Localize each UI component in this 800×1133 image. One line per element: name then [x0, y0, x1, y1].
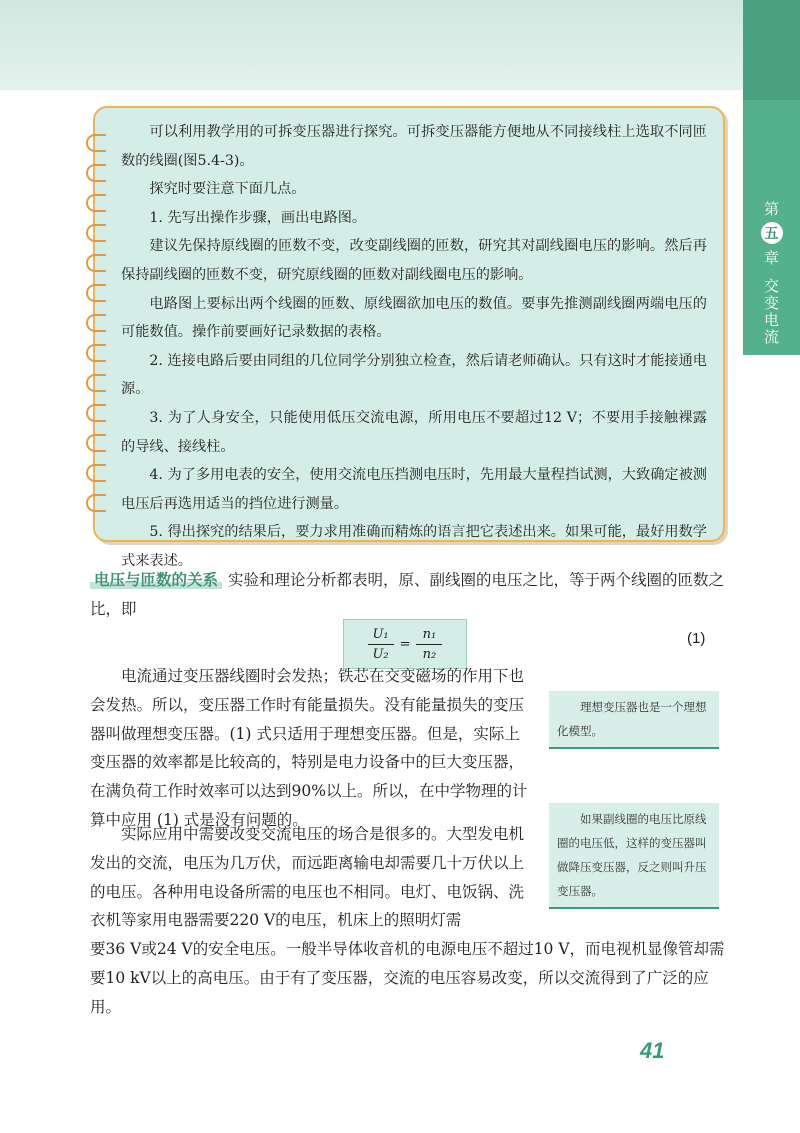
formula-u2: U₂ [372, 646, 389, 662]
section-intro-text: 实验和理论分析都表明，原、副线圈的电压之比，等于两个线圈的匝数之比，即 [90, 571, 725, 618]
body-paragraph-2: 实际应用中需要改变交流电压的场合是很多的。大型发电机发出的交流，电压为几万伏，而远距离输电却需要几十万伏以上的电压。各种用电设备所需的电压也不相同。电灯、电饭锅、洗衣机等家用电器需要220 V的电压，机床上的照明灯需 [90, 825, 525, 930]
note-paragraph: 2. 连接电路后要由同组的几位同学分别独立检查，然后请老师确认。只有这时才能接通电源。 [121, 352, 707, 398]
chapter-number: 五 [761, 222, 783, 244]
formula-u1: U₁ [372, 626, 389, 642]
side-note-ideal-transformer [549, 688, 719, 749]
section-intro [90, 566, 730, 624]
formula-equals: = [399, 636, 411, 652]
chapter-suffix: 章 [763, 249, 779, 267]
formula-n1: n₁ [422, 626, 437, 642]
page-number: 41 [640, 1038, 665, 1063]
chapter-tab [743, 0, 800, 355]
chapter-title: 交变电流 [762, 278, 780, 346]
note-paragraph: 探究时要注意下面几点。 [149, 181, 306, 198]
chapter-prefix: 第 [763, 200, 779, 218]
note-paragraph: 1. 先写出操作步骤，画出电路图。 [149, 209, 367, 226]
equation-number: (1) [687, 630, 706, 647]
page-header-band [0, 0, 743, 90]
side-note-text: 理想变压器也是一个理想化模型。 [557, 700, 707, 738]
section-title: 电压与匝数的关系 [90, 571, 222, 589]
formula-n2: n₂ [422, 646, 437, 662]
side-note-text: 如果副线圈的电压比原线圈的电压低，这样的变压器叫做降压变压器，反之则叫升压变压器。 [557, 812, 707, 898]
body-paragraph-2-continued: 要36 V或24 V的安全电压。一般半导体收音机的电源电压不超过10 V，而电视机显像管却需要10 kV以上的高电压。由于有了变压器，交流的电压容易改变，所以交流得到了广泛的应用。 [90, 940, 725, 1016]
side-note-step-transformer [549, 800, 719, 909]
note-paragraph: 电路图上要标出两个线圈的匝数、原线圈欲加电压的数值。要事先推测副线圈两端电压的可能数值。操作前要画好记录数据的表格。 [121, 295, 707, 341]
note-paragraph: 3. 为了人身安全，只能使用低压交流电源，所用电压不要超过12 V；不要用手接触裸露的导线、接线柱。 [121, 409, 707, 455]
body-paragraph-1: 电流通过变压器线圈时会发热；铁芯在交变磁场的作用下也会发热。所以，变压器工作时有能量损失。没有能量损失的变压器叫做理想变压器。(1) 式只适用于理想变压器。但是，实际上变压器的效率都是比较高的，特别是电力设备中的巨大变压器，在满负荷工作时效率可以达到90%以上。所以，在中学物理的计算中应用 (1) 式是没有问题的。 [90, 667, 528, 829]
note-text [121, 118, 707, 576]
note-paragraph: 可以利用教学用的可拆变压器进行探究。可拆变压器能方便地从不同接线柱上选取不同匝数的线圈(图5.4-3)。 [121, 124, 707, 169]
note-paragraph: 4. 为了多用电表的安全，使用交流电压挡测电压时，先用最大量程挡试测，大致确定被测电压后再选用适当的挡位进行测量。 [121, 467, 707, 512]
note-paragraph: 5. 得出探究的结果后，要力求用准确而精炼的语言把它表述出来。如果可能，最好用数学式来表述。 [121, 524, 707, 569]
spiral-binding [86, 126, 108, 526]
note-paragraph: 建议先保持原线圈的匝数不变，改变副线圈的匝数，研究其对副线圈电压的影响。然后再保持副线圈的匝数不变，研究原线圈的匝数对副线圈电压的影响。 [121, 238, 707, 283]
